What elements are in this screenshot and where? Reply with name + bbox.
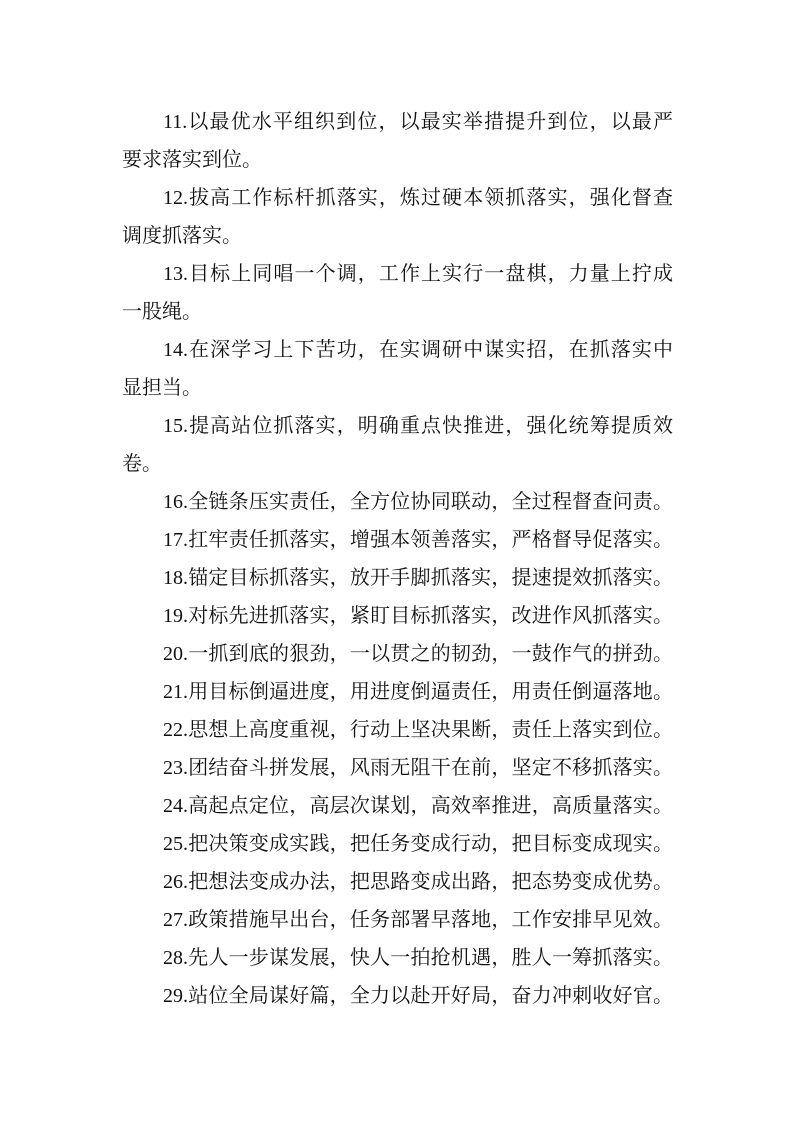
paragraph	[122, 711, 673, 749]
paragraph	[122, 103, 673, 179]
paragraph-line: 22.思想上高度重视，行动上坚决果断，责任上落实到位。	[163, 719, 673, 741]
paragraph-line: 27.政策措施早出台，任务部署早落地，工作安排早见效。	[163, 909, 673, 931]
paragraph-line: 29.站位全局谋好篇，全力以赴开好局，奋力冲刺收好官。	[163, 985, 673, 1007]
paragraph-line: 13.目标上同唱一个调，工作上实行一盘棋，力量上拧成	[163, 263, 673, 285]
paragraph	[122, 331, 673, 407]
paragraph	[122, 179, 673, 255]
paragraph-line: 19.对标先进抓落实，紧盯目标抓落实，改进作风抓落实。	[163, 605, 673, 627]
paragraph-line: 26.把想法变成办法，把思路变成出路，把态势变成优势。	[163, 871, 673, 893]
paragraph	[122, 787, 673, 825]
paragraph-line: 12.拔高工作标杆抓落实，炼过硬本领抓落实，强化督查	[163, 187, 673, 209]
paragraph	[122, 521, 673, 559]
paragraph-line: 15.提高站位抓落实，明确重点快推进，强化统筹提质效	[163, 415, 673, 437]
paragraph-line: 调度抓落实。	[122, 225, 242, 247]
paragraph	[122, 597, 673, 635]
paragraph	[122, 977, 673, 1015]
paragraph	[122, 559, 673, 597]
paragraph	[122, 749, 673, 787]
paragraph-line: 11.以最优水平组织到位，以最实举措提升到位，以最严	[163, 111, 673, 133]
paragraph-line: 17.扛牢责任抓落实，增强本领善落实，严格督导促落实。	[163, 529, 673, 551]
paragraph-line: 要求落实到位。	[122, 149, 262, 171]
paragraph	[122, 483, 673, 521]
paragraph	[122, 255, 673, 331]
paragraph-line: 一股绳。	[122, 301, 202, 323]
paragraph	[122, 901, 673, 939]
paragraph-line: 卷。	[122, 453, 162, 475]
document-body	[122, 103, 673, 1015]
paragraph	[122, 635, 673, 673]
paragraph-line: 20.一抓到底的狠劲，一以贯之的韧劲，一鼓作气的拼劲。	[163, 643, 673, 665]
paragraph-line: 14.在深学习上下苦功，在实调研中谋实招，在抓落实中	[163, 339, 673, 361]
paragraph-line: 23.团结奋斗拼发展，风雨无阻干在前，坚定不移抓落实。	[163, 757, 673, 779]
paragraph-line: 24.高起点定位，高层次谋划，高效率推进，高质量落实。	[163, 795, 673, 817]
paragraph-line: 显担当。	[122, 377, 202, 399]
paragraph	[122, 863, 673, 901]
paragraph-line: 28.先人一步谋发展，快人一拍抢机遇，胜人一筹抓落实。	[163, 947, 673, 969]
paragraph	[122, 673, 673, 711]
paragraph-line: 21.用目标倒逼进度，用进度倒逼责任，用责任倒逼落地。	[163, 681, 673, 703]
paragraph-line: 25.把决策变成实践，把任务变成行动，把目标变成现实。	[163, 833, 673, 855]
paragraph	[122, 825, 673, 863]
paragraph-line: 16.全链条压实责任，全方位协同联动，全过程督查问责。	[163, 491, 673, 513]
paragraph	[122, 407, 673, 483]
paragraph	[122, 939, 673, 977]
paragraph-line: 18.锚定目标抓落实，放开手脚抓落实，提速提效抓落实。	[163, 567, 673, 589]
